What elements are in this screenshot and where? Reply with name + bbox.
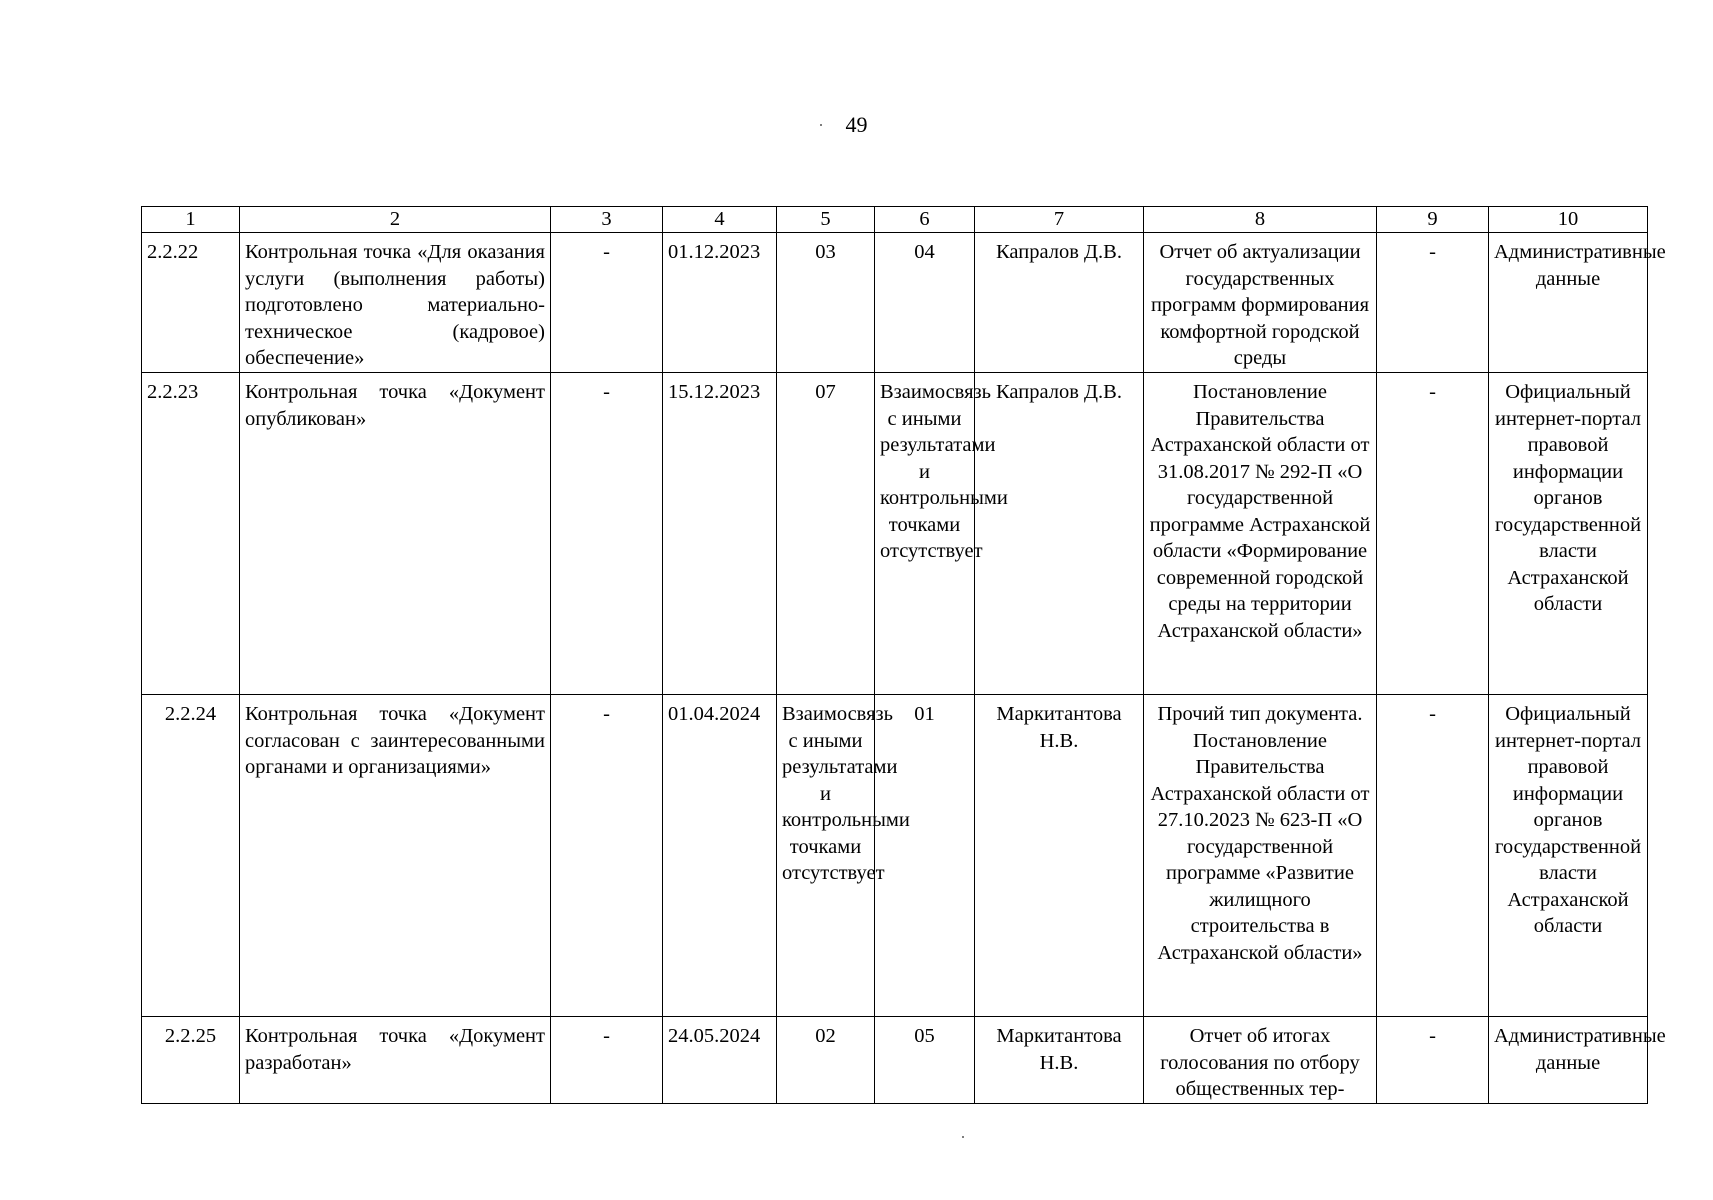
- cell-col3: -: [551, 233, 663, 373]
- row-number: 2.2.24: [142, 695, 240, 1017]
- page-number: 49: [845, 112, 868, 137]
- cell-col3: -: [551, 1017, 663, 1104]
- header-cell-6: 6: [875, 207, 975, 233]
- header-cell-8: 8: [1144, 207, 1377, 233]
- scan-speck: [962, 1136, 964, 1138]
- responsible-person: Капралов Д.В.: [975, 233, 1144, 373]
- header-cell-1: 1: [142, 207, 240, 233]
- info-source: Официальный интернет-портал правовой информации органов государственной власти Астраханской области: [1489, 695, 1648, 1017]
- info-source: Официальный интернет-портал правовой информации органов государственной власти Астраханской области: [1489, 373, 1648, 695]
- responsible-person: Капралов Д.В.: [975, 373, 1144, 695]
- cell-col9: -: [1377, 1017, 1489, 1104]
- scan-speck: [820, 124, 822, 126]
- responsible-person: Маркитантова Н.В.: [975, 695, 1144, 1017]
- document-name: Отчет об актуализации государственных программ формирования комфортной городской среды: [1144, 233, 1377, 373]
- checkpoint-date: 01.04.2024: [663, 695, 777, 1017]
- checkpoint-name: Контрольная точка «Документ опубликован»: [240, 373, 551, 695]
- cell-col5: 03: [777, 233, 875, 373]
- table-row: [142, 233, 1648, 373]
- cell-col5: 02: [777, 1017, 875, 1104]
- info-source: Административные данные: [1489, 233, 1648, 373]
- checkpoints-table: [141, 206, 1666, 1104]
- responsible-person: Маркитантова Н.В.: [975, 1017, 1144, 1104]
- header-cell-9: 9: [1377, 207, 1489, 233]
- header-cell-7: 7: [975, 207, 1144, 233]
- cell-col6: Взаимосвязь с иными результатами и контрольными точками отсутствует: [875, 373, 975, 695]
- cell-col9: -: [1377, 233, 1489, 373]
- cell-col3: -: [551, 695, 663, 1017]
- table-row: [142, 373, 1648, 695]
- row-number: 2.2.22: [142, 233, 240, 373]
- header-cell-2: 2: [240, 207, 551, 233]
- cell-col6: 05: [875, 1017, 975, 1104]
- checkpoint-name: Контрольная точка «Документ разработан»: [240, 1017, 551, 1104]
- cell-col5: 07: [777, 373, 875, 695]
- checkpoint-name: Контрольная точка «Документ согласован с заинтересованными органами и организациями»: [240, 695, 551, 1017]
- cell-col3: -: [551, 373, 663, 695]
- checkpoint-date: 24.05.2024: [663, 1017, 777, 1104]
- cell-col9: -: [1377, 695, 1489, 1017]
- info-source: Административные данные: [1489, 1017, 1648, 1104]
- header-cell-3: 3: [551, 207, 663, 233]
- header-cell-10: 10: [1489, 207, 1648, 233]
- document-name: Постановление Правительства Астраханской области от 31.08.2017 № 292-П «О государственной программе Астраханской области «Формирование современной городской среды на территории Астраханской области»: [1144, 373, 1377, 695]
- table-row: [142, 695, 1648, 1017]
- header-row: [142, 207, 1648, 233]
- header-cell-5: 5: [777, 207, 875, 233]
- row-number: 2.2.25: [142, 1017, 240, 1104]
- cell-col6: 04: [875, 233, 975, 373]
- cell-col6: 01: [875, 695, 975, 1017]
- cell-col9: -: [1377, 373, 1489, 695]
- document-name: Прочий тип документа. Постановление Правительства Астраханской области от 27.10.2023 № 623-П «О государственной программе «Развитие жилищного строительства в Астраханской области»: [1144, 695, 1377, 1017]
- checkpoint-name: Контрольная точка «Для оказания услуги (выполнения работы) подготовлено материально-техническое (кадровое) обеспечение»: [240, 233, 551, 373]
- checkpoint-date: 01.12.2023: [663, 233, 777, 373]
- row-number: 2.2.23: [142, 373, 240, 695]
- checkpoint-date: 15.12.2023: [663, 373, 777, 695]
- header-cell-4: 4: [663, 207, 777, 233]
- table-row: [142, 1017, 1648, 1104]
- cell-col5: Взаимосвязь с иными результатами и контрольными точками отсутствует: [777, 695, 875, 1017]
- document-name: Отчет об итогах голосования по отбору общественных тер-: [1144, 1017, 1377, 1104]
